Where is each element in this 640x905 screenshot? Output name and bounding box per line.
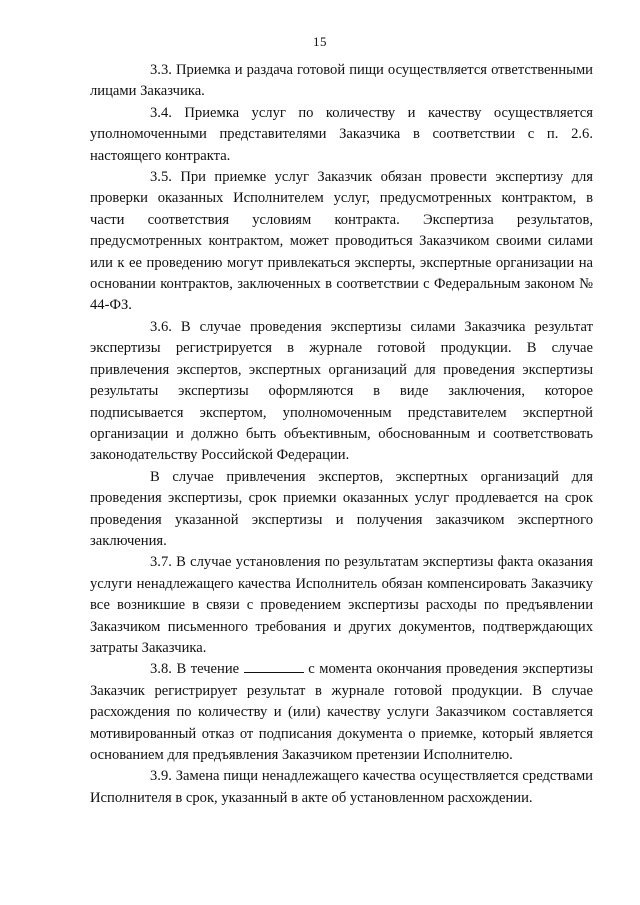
paragraph-3-8-end: с момента окончания проведения экспертизы Заказчик регистрирует результат в журнале готовой продукции. В случае расхождения по количеству и (или) качеству услуги Заказчиком составляется мотивированный отказ от подписания документа о приемке, который является основанием для предъявления Заказчиком претензии Исполнителю.	[90, 661, 594, 763]
paragraph-3-6: 3.6. В случае проведения экспертизы силами Заказчика результат экспертизы регистрируется в журнале готовой продукции. В случае привлечения экспертов, экспертных организаций для проведения экспертизы результаты экспертизы оформляются в виде заключения, которое подписывается экспертом, уполномоченным представителем экспертной организации и должно быть объективным, обоснованным и соответствовать законодательству Российской Федерации.	[90, 318, 593, 464]
paragraph-3-5: 3.5. При приемке услуг Заказчик обязан провести экспертизу для проверки оказанных Исполнителем услуг, предусмотренных контрактом, в части соответствия условиям контракта. Экспертиза результатов, предусмотренных контрактом, может проводиться Заказчиком своими силами или к ее проведению могут привлекаться эксперты, экспертные организации на основании контрактов, заключенных в соответствии с Федеральным законом № 44-ФЗ.	[90, 169, 593, 314]
paragraph-3-7: 3.7. В случае установления по результатам экспертизы факта оказания услуги ненадлежащего качества Исполнитель обязан компенсировать Заказчику все возникшие в связи с проведением экспертизы расходы по предъявлении Заказчиком письменного требования и других документов, подтверждающих затраты Заказчика.	[90, 554, 593, 656]
document-body	[90, 60, 593, 809]
paragraph-3-8-start: 3.8. В течение	[150, 661, 240, 678]
paragraph-3-9: 3.9. Замена пищи ненадлежащего качества осуществляется средствами Исполнителя в срок, указанный в акте об установленном расхождении.	[90, 768, 593, 806]
paragraph-3-3: 3.3. Приемка и раздача готовой пищи осуществляется ответственными лицами Заказчика.	[90, 62, 593, 100]
paragraph-3-4: 3.4. Приемка услуг по количеству и качеству осуществляется уполномоченными представителями Заказчика в соответствии с п. 2.6. настоящего контракта.	[90, 104, 593, 164]
blank-term-field	[244, 660, 304, 673]
paragraph-3-6-continuation: В случае привлечения экспертов, экспертных организаций для проведения экспертизы, срок приемки оказанных услуг продлевается на срок проведения указанной экспертизы и получения заказчиком экспертного заключения.	[90, 468, 593, 549]
paragraph-3-8	[90, 659, 593, 766]
page-number: 15	[313, 34, 327, 49]
